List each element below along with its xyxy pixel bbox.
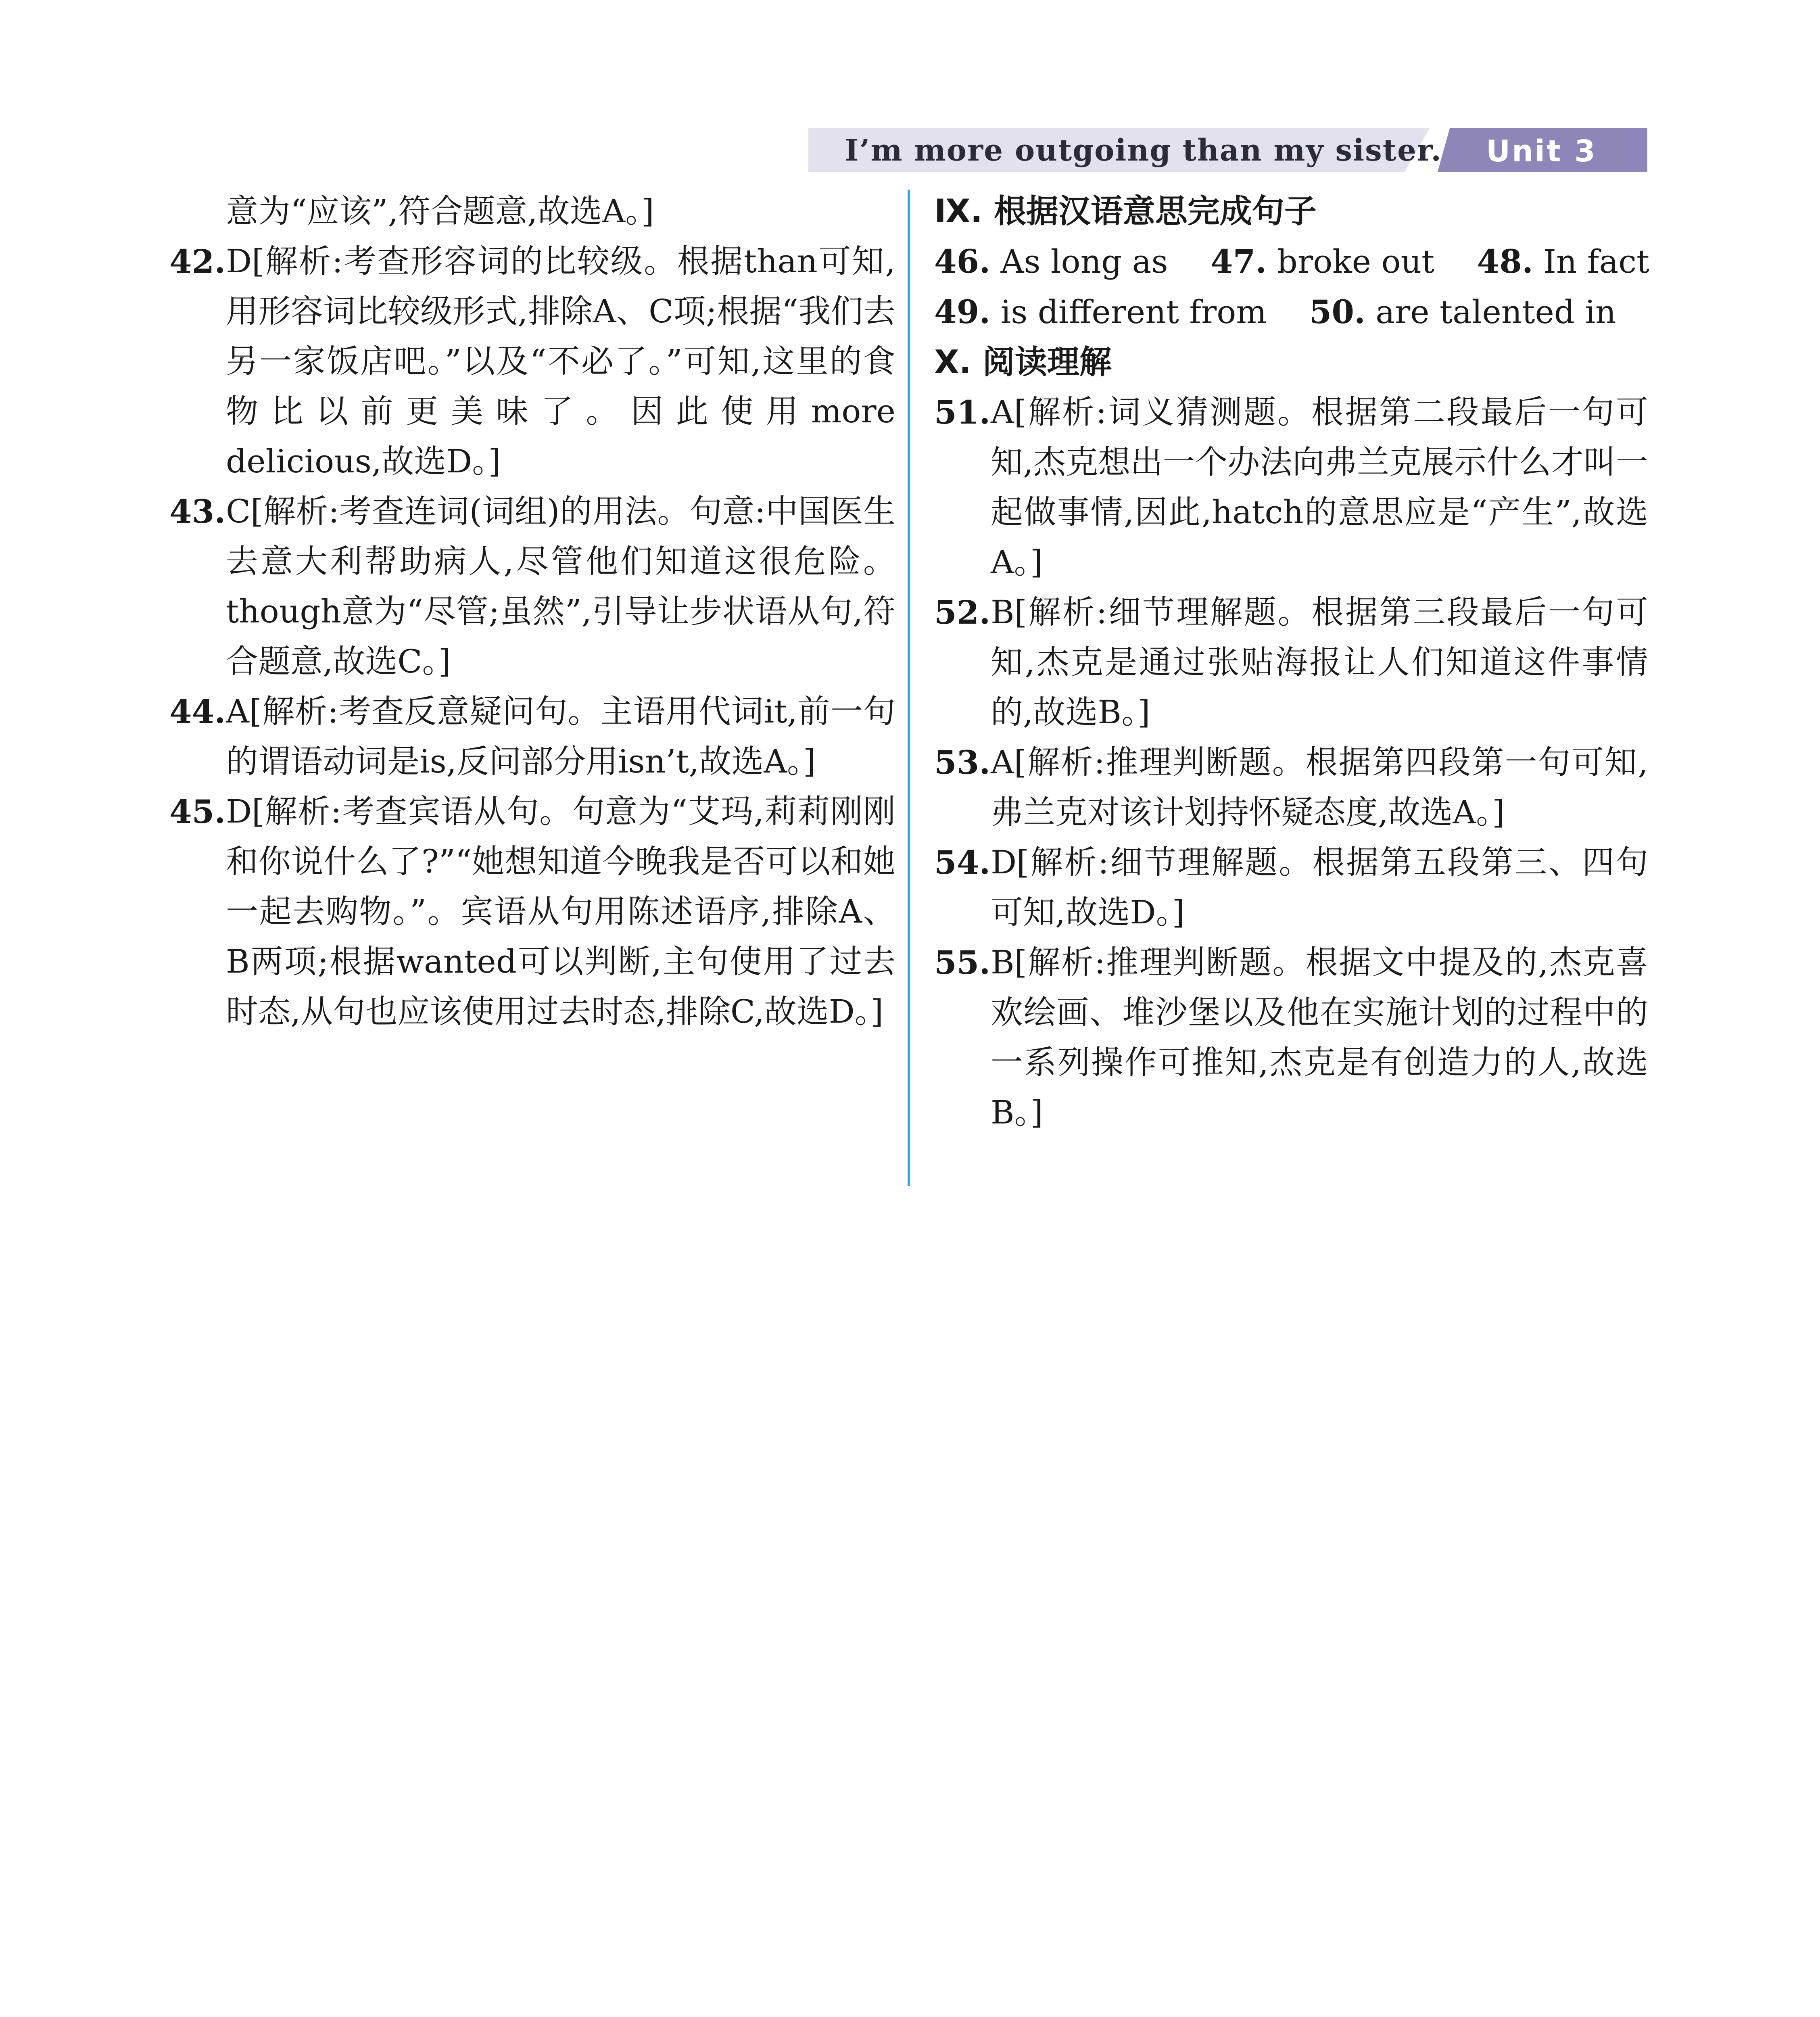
section-heading-10: Ⅹ. 阅读理解 xyxy=(934,343,1112,381)
item-number: 49. xyxy=(934,293,991,331)
fill-answer: In fact xyxy=(1543,243,1650,280)
item-number: 50. xyxy=(1309,293,1365,331)
answer-item-44 xyxy=(169,687,895,787)
item-explanation: D[解析:考查宾语从句。句意为“艾玛,莉莉刚刚和你说什么了?”“她想知道今晚我是否可以和她一起去购物。”。宾语从句用陈述语序,排除A、B两项;根据wanted可以判断,主句使用了过去时态,从句也应该使用过去时态,排除C,故选D。] xyxy=(226,793,895,1030)
item-number: 48. xyxy=(1477,242,1533,280)
item-number: 42. xyxy=(169,242,226,280)
item-explanation: A[解析:词义猜测题。根据第二段最后一句可知,杰克想出一个办法向弗兰克展示什么才叫一起做事情,因此,hatch的意思应是“产生”,故选A。] xyxy=(991,393,1648,581)
answer-item-53 xyxy=(934,737,1648,837)
item-number: 53. xyxy=(934,743,991,781)
fill-answer: broke out xyxy=(1277,243,1435,280)
item-explanation: D[解析:考查形容词的比较级。根据than可知,用形容词比较级形式,排除A、C项;根据“我们去另一家饭店吧。”以及“不必了。”可知,这里的食物比以前更美味了。因此使用more delicious,故选D。] xyxy=(226,242,895,480)
item-number: 54. xyxy=(934,844,991,881)
answer-item-55 xyxy=(934,938,1648,1138)
item-number: 55. xyxy=(934,944,991,981)
answer-item-42 xyxy=(169,236,895,487)
fill-answer: are talented in xyxy=(1375,293,1616,331)
item-explanation: D[解析:细节理解题。根据第五段第三、四句可知,故选D。] xyxy=(991,844,1648,931)
fill-answers-row-2 xyxy=(934,287,1648,337)
fill-answers-row-1 xyxy=(934,236,1648,287)
section-heading-9: Ⅸ. 根据汉语意思完成句子 xyxy=(934,192,1317,230)
item-number: 51. xyxy=(934,393,991,431)
item-explanation: A[解析:推理判断题。根据第四段第一句可知,弗兰克对该计划持怀疑态度,故选A。] xyxy=(991,743,1648,831)
left-column xyxy=(169,186,895,1037)
answer-item-52 xyxy=(934,587,1648,737)
item-explanation: A[解析:考查反意疑问句。主语用代词it,前一句的谓语动词是is,反问部分用isn’t,故选A。] xyxy=(226,693,895,780)
item-number: 47. xyxy=(1210,242,1267,280)
header-end-bar xyxy=(1639,128,1647,172)
item-number: 46. xyxy=(934,242,991,280)
item-explanation: B[解析:推理判断题。根据文中提及的,杰克喜欢绘画、堆沙堡以及他在实施计划的过程中的一系列操作可推知,杰克是有创造力的人,故选B。] xyxy=(991,944,1648,1131)
item-number: 45. xyxy=(169,793,226,831)
unit-title: I’m more outgoing than my sister. xyxy=(845,133,1442,168)
answer-item-51 xyxy=(934,387,1648,587)
item-number: 52. xyxy=(934,593,991,631)
answer-item-45 xyxy=(169,787,895,1037)
answer-item-43 xyxy=(169,487,895,687)
fill-answer: is different from xyxy=(1000,293,1267,331)
item-explanation: C[解析:考查连词(词组)的用法。句意:中国医生去意大利帮助病人,尽管他们知道这很危险。though意为“尽管;虽然”,引导让步状语从句,符合题意,故选C。] xyxy=(226,493,895,680)
right-column xyxy=(934,186,1648,1138)
item-explanation: B[解析:细节理解题。根据第三段最后一句可知,杰克是通过张贴海报让人们知道这件事情的,故选B。] xyxy=(991,593,1648,731)
answer-item-54 xyxy=(934,837,1648,938)
page-header xyxy=(808,128,1647,172)
column-divider xyxy=(908,190,910,1186)
unit-label: Unit 3 xyxy=(1486,134,1597,169)
item-number: 44. xyxy=(169,693,226,731)
item-number: 43. xyxy=(169,493,226,530)
fill-answer: As long as xyxy=(1000,243,1168,280)
continuation-text: 意为“应该”,符合题意,故选A。] xyxy=(226,192,654,230)
